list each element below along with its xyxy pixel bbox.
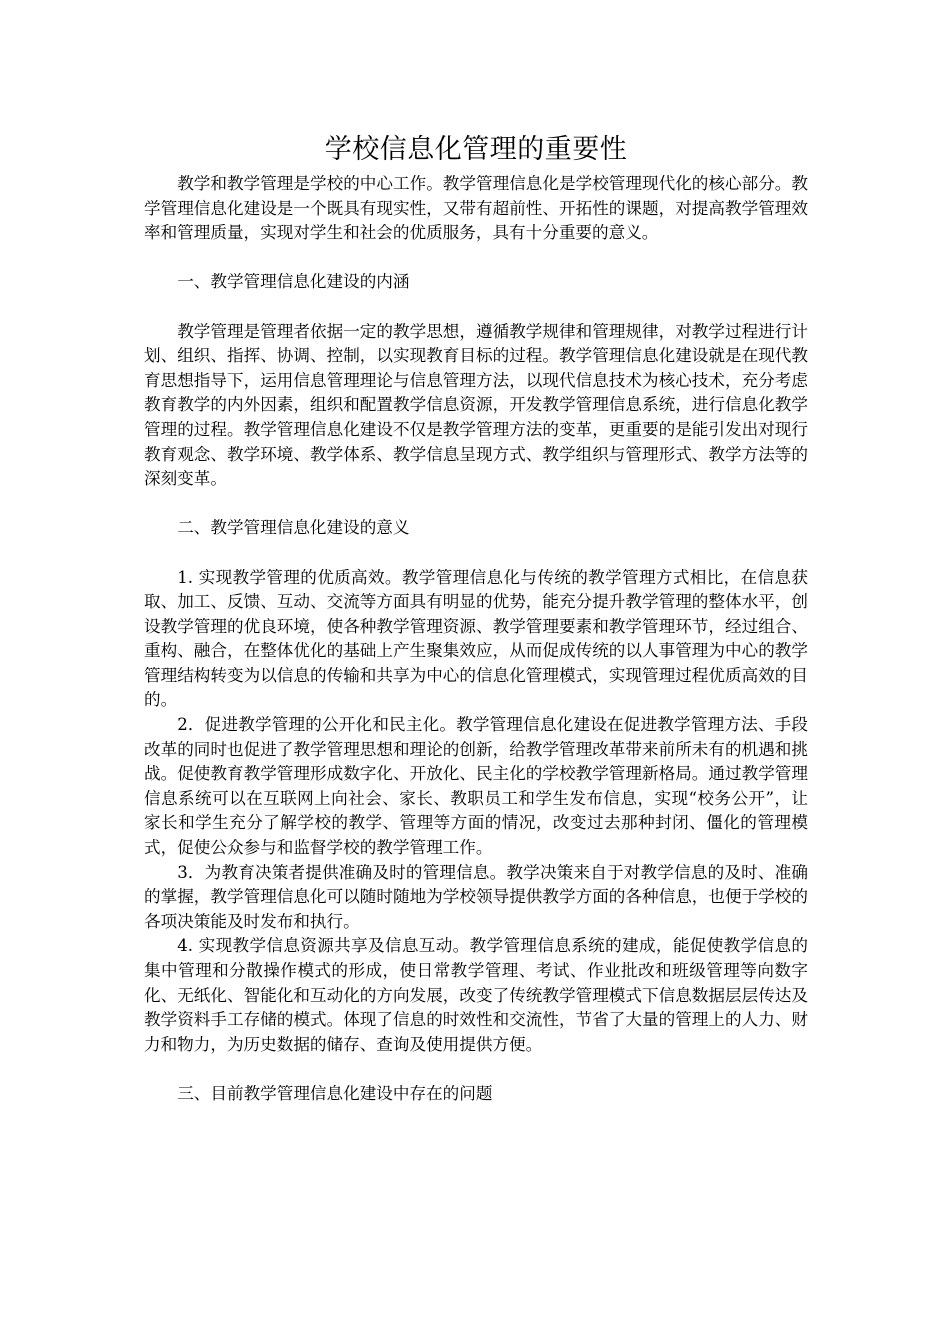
document-title: 学校信息化管理的重要性 — [324, 134, 628, 165]
section-2-point-3: 3．为教育决策者提供准确及时的管理信息。教学决策来自于对教学信息的及时、准确的掌握，教学管理信息化可以随时随地为学校领导提供教学方面的各种信息，也便于学校的各项决策能及时发布和执行。 — [144, 862, 808, 931]
section-heading-1: 一、教学管理信息化建设的内涵 — [177, 272, 410, 292]
document-body — [144, 128, 808, 1107]
section-2-point-1: 1. 实现教学管理的优质高效。教学管理信息化与传统的教学管理方式相比，在信息获取、加工、反馈、互动、交流等方面具有明显的优势，能充分提升教学管理的整体水平，创设教学管理的优良环境，使各种教学管理资源、教学管理要素和教学管理环节，经过组合、重构、融合，在整体优化的基础上产生聚集效应，从而促成传统的以人事管理为中心的教学管理结构转变为以信息的传输和共享为中心的信息化管理模式，实现管理过程优质高效的目的。 — [144, 567, 808, 710]
intro-paragraph: 教学和教学管理是学校的中心工作。教学管理信息化是学校管理现代化的核心部分。教学管理信息化建设是一个既具有现实性，又带有超前性、开拓性的课题，对提高教学管理效率和管理质量，实现对学生和社会的优质服务，具有十分重要的意义。 — [144, 174, 808, 243]
section-1-paragraph: 教学管理是管理者依据一定的教学思想，遵循教学规律和管理规律，对教学过程进行计划、组织、指挥、协调、控制，以实现教育目标的过程。教学管理信息化建设就是在现代教育思想指导下，运用信息管理理论与信息管理方法，以现代信息技术为核心技术，充分考虑教育教学的内外因素，组织和配置教学信息资源，开发教学管理信息系统，进行信息化教学管理的过程。教学管理信息化建设不仅是教学管理方法的变革，更重要的是能引发出对现行教育观念、教学环境、教学体系、教学信息呈现方式、教学组织与管理形式、教学方法等的深刻变革。 — [144, 321, 808, 489]
spacer — [144, 246, 808, 271]
spacer — [144, 541, 808, 566]
section-2-point-4: 4. 实现教学信息资源共享及信息互动。教学管理信息系统的建成，能促使教学信息的集中管理和分散操作模式的形成，使日常教学管理、考试、作业批改和班级管理等向数字化、无纸化、智能化和互动化的方向发展，改变了传统教学管理模式下信息数据层层传达及教学资料手工存储的模式。体现了信息的时效性和交流性，节省了大量的管理上的人力、财力和物力，为历史数据的储存、查询及使用提供方便。 — [144, 936, 808, 1054]
section-heading-3: 三、目前教学管理信息化建设中存在的问题 — [177, 1083, 493, 1103]
spacer — [144, 295, 808, 320]
spacer — [144, 492, 808, 517]
section-heading-2: 二、教学管理信息化建设的意义 — [177, 518, 410, 538]
spacer — [144, 1057, 808, 1082]
section-2-point-2: 2．促进教学管理的公开化和民主化。教学管理信息化建设在促进教学管理方法、手段改革的同时也促进了教学管理思想和理论的创新，给教学管理改革带来前所未有的机遇和挑战。促使教育教学管理形成数字化、开放化、民主化的学校教学管理新格局。通过教学管理信息系统可以在互联网上向社会、家长、教职员工和学生发布信息，实现“校务公开”，让家长和学生充分了解学校的教学、管理等方面的情况，改变过去那种封闭、僵化的管理模式，促使公众参与和监督学校的教学管理工作。 — [144, 715, 808, 858]
